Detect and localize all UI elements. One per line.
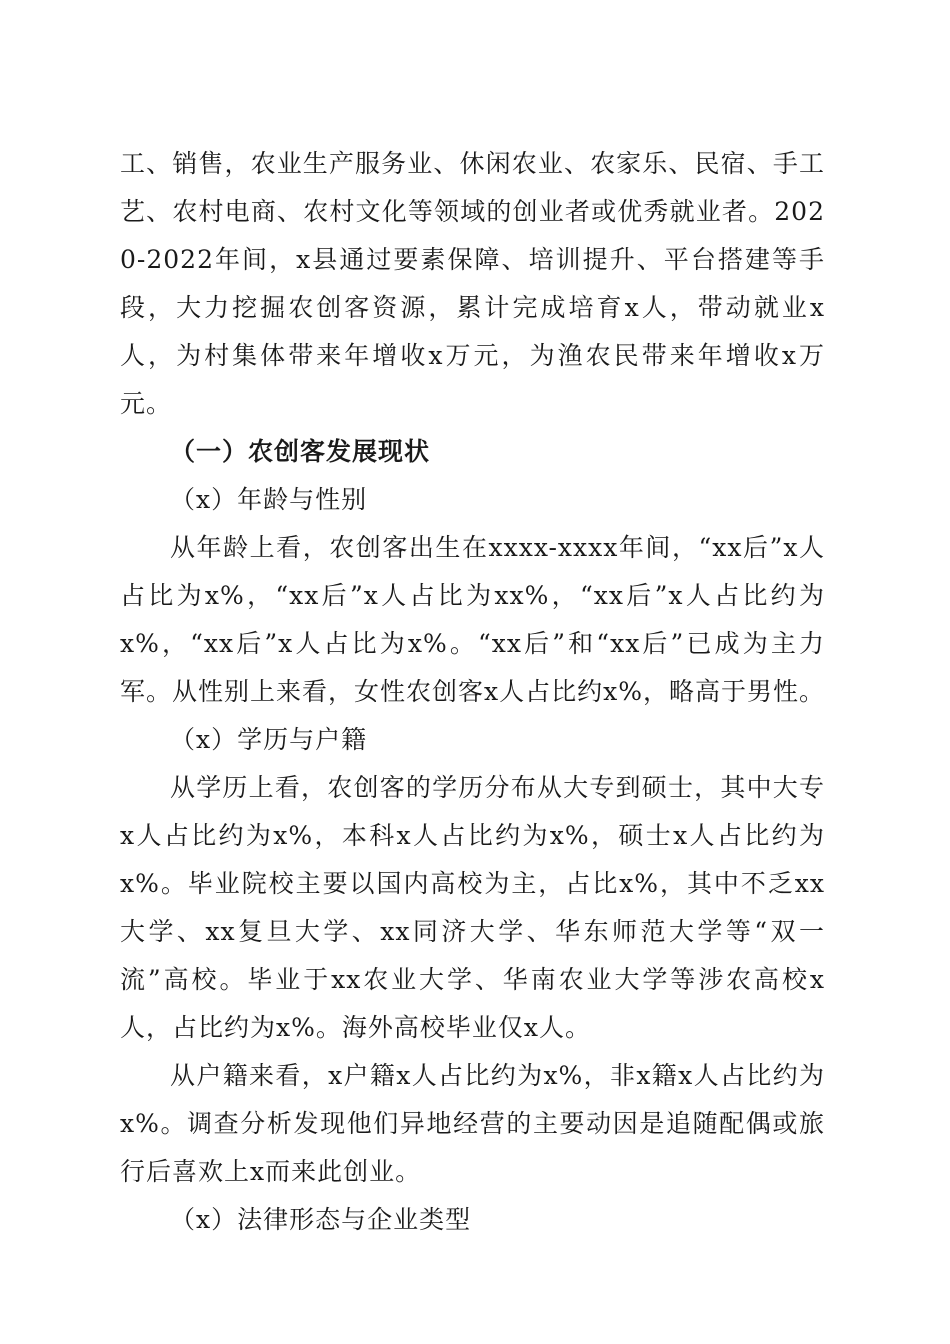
paragraph-age-gender: 从年龄上看，农创客出生在xxxx-xxxx年间，“xx后”x人占比为x%，“xx后”x人占比为xx%，“xx后”x人占比约为x%，“xx后”x人占比为x%。“xx后”和“xx后”已成为主力军。从性别上来看，女性农创客x人占比约x%，略高于男性。 (120, 533, 825, 706)
paragraph-education: 从学历上看，农创客的学历分布从大专到硕士，其中大专x人占比约为x%，本科x人占比约为x%，硕士x人占比约为x%。毕业院校主要以国内高校为主，占比x%，其中不乏xx大学、xx复旦大学、xx同济大学、华东师范大学等“双一流”高校。毕业于xx农业大学、华南农业大学等涉农高校x人，占比约为x%。海外高校毕业仅x人。 (120, 773, 825, 1042)
document-body (120, 140, 825, 1244)
paragraph-intro-continued: 工、销售，农业生产服务业、休闲农业、农家乐、民宿、手工艺、农村电商、农村文化等领域的创业者或优秀就业者。2020-2022年间，x县通过要素保障、培训提升、平台搭建等手段，大力挖掘农创客资源，累计完成培育x人，带动就业x人，为村集体带来年增收x万元，为渔农民带来年增收x万元。 (120, 149, 825, 418)
subheading-education-household: （x）学历与户籍 (170, 725, 368, 754)
paragraph-household: 从户籍来看，x户籍x人占比约为x%，非x籍x人占比约为x%。调查分析发现他们异地经营的主要动因是追随配偶或旅行后喜欢上x而来此创业。 (120, 1061, 825, 1186)
subheading-age-gender: （x）年龄与性别 (170, 485, 368, 514)
subheading-legal-form-enterprise-type: （x）法律形态与企业类型 (170, 1205, 472, 1234)
section-heading-development-status: （一）农创客发展现状 (170, 437, 431, 466)
